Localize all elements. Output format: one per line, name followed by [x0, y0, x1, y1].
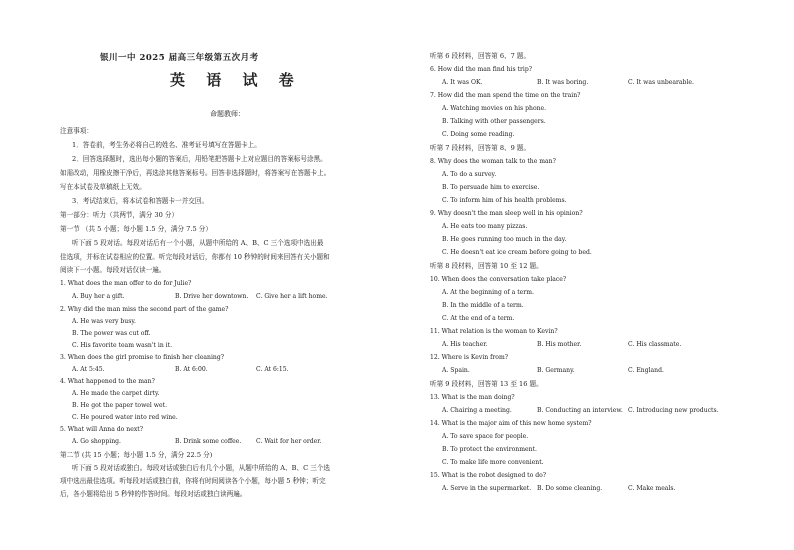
section-one-instruction-cont: 佳选项，并标在试卷相应的位置。听完每段对话后，你都有 10 秒钟的时间来回答有关小题和: [60, 253, 330, 261]
option-2c: C. His favorite team wasn't in it.: [72, 342, 173, 349]
option-1c: C. Give her a lift home.: [256, 293, 328, 300]
question-10: 10. When does the conversation take place?: [430, 276, 567, 283]
question-3: 3. When does the girl promise to finish her cleaning?: [60, 354, 225, 361]
section-one-title: 第一节 （共 5 小题；每小题 1.5 分，满分 7.5 分）: [60, 225, 212, 233]
option-13c: C. Introducing new products.: [628, 407, 719, 414]
question-9: 9. Why doesn't the man sleep well in his opinion?: [430, 210, 583, 217]
question-13: 13. What is the man doing?: [430, 394, 515, 401]
option-13b: B. Conducting an interview.: [537, 407, 623, 414]
note-3: 3．考试结束后，将本试卷和答题卡一并交回。: [72, 197, 209, 205]
option-11b: B. His mother.: [537, 341, 582, 348]
option-10b: B. In the middle of a term.: [442, 302, 524, 309]
option-1b: B. Drive her downtown.: [175, 293, 249, 300]
section-two-instruction: 听下面 5 段对话或独白。每段对话或独白后有几个小题，从题中所给的 A、B、C 三个选: [72, 464, 331, 472]
question-12: 12. Where is Kevin from?: [430, 354, 509, 361]
option-12b: B. Germany.: [537, 367, 575, 374]
material-7-heading: 听第 7 段材料，回答第 8、9 题。: [430, 144, 531, 152]
option-7b: B. Talking with other passengers.: [442, 118, 546, 125]
question-1: 1. What does the man offer to do for Julie?: [60, 280, 192, 287]
option-15a: A. Serve in the supermarket.: [442, 485, 532, 492]
question-6: 6. How did the man find his trip?: [430, 66, 533, 73]
option-15c: C. Make meals.: [628, 485, 676, 492]
question-7: 7. How did the man spend the time on the train?: [430, 92, 581, 99]
question-5: 5. What will Anna do next?: [60, 426, 143, 433]
option-4c: C. He poured water into red wine.: [72, 414, 178, 421]
option-13a: A. Chairing a meeting.: [442, 407, 512, 414]
option-2a: A. He was very busy.: [72, 318, 136, 325]
question-14: 14. What is the major aim of this new home system?: [430, 420, 592, 427]
option-14a: A. To save space for people.: [442, 433, 529, 440]
subject-title: 英 语 试 卷: [170, 71, 302, 89]
option-12c: C. England.: [628, 367, 664, 374]
option-5a: A. Go shopping.: [72, 438, 121, 445]
option-3a: A. At 5:45.: [72, 366, 105, 373]
option-12a: A. Spain.: [442, 367, 470, 374]
option-2b: B. The power was cut off.: [72, 330, 151, 337]
option-14c: C. To make life more convenient.: [442, 459, 544, 466]
section-one-instruction: 听下面 5 段对话。每段对话后有一个小题，从题中所给的 A、B、C 三个选项中选出最: [72, 239, 324, 247]
note-1: 1．答卷前，考生务必将自己的姓名、准考证号填写在答题卡上。: [72, 141, 261, 149]
material-6-heading: 听第 6 段材料，回答第 6、7 题。: [430, 52, 531, 60]
section-two-title: 第二节 (共 15 小题；每小题 1.5 分，满分 22.5 分): [60, 451, 213, 459]
option-3c: C. At 6:15.: [256, 366, 289, 373]
option-5c: C. Wait for her order.: [256, 438, 322, 445]
notes-title: 注意事项：: [60, 127, 93, 135]
option-7c: C. Doing some reading.: [442, 131, 515, 138]
question-8: 8. Why does the woman talk to the man?: [430, 158, 556, 165]
material-8-heading: 听第 8 段材料，回答第 10 至 12 题。: [430, 262, 543, 270]
option-4a: A. He made the carpet dirty.: [72, 390, 160, 397]
note-2-end: 写在本试卷及草稿纸上无效。: [60, 183, 146, 191]
note-2: 2．回答选择题时，选出每小题的答案后，用铅笔把答题卡上对应题目的答案标号涂黑。: [72, 155, 327, 163]
option-4b: B. He got the paper towel wet.: [72, 402, 168, 409]
part-one-title: 第一部分：听力（共两节，满分 30 分）: [60, 211, 179, 219]
teacher-line: 命题教师：: [210, 110, 245, 118]
section-two-instruction-cont: 项中选出最佳选项。听每段对话或独白前，你将有时间阅读各个小题，每小题 5 秒钟；听完: [60, 477, 326, 485]
option-6b: B. It was boring.: [537, 79, 589, 86]
option-9b: B. He goes running too much in the day.: [442, 236, 567, 243]
question-2: 2. Why did the man miss the second part of the game?: [60, 306, 229, 313]
option-10c: C. At the end of a term.: [442, 315, 515, 322]
section-one-instruction-end: 阅读下一小题。每段对话仅读一遍。: [60, 266, 166, 274]
option-10a: A. At the beginning of a term.: [442, 289, 534, 296]
option-9a: A. He eats too many pizzas.: [442, 223, 528, 230]
option-8c: C. To inform him of his health problems.: [442, 197, 567, 204]
option-11c: C. His classmate.: [628, 341, 682, 348]
option-3b: B. At 6:00.: [175, 366, 208, 373]
section-two-instruction-end: 后，各小题将给出 5 秒钟的作答时间。每段对话或独白读两遍。: [60, 490, 247, 498]
option-6c: C. It was unbearable.: [628, 79, 694, 86]
option-15b: B. Do some cleaning.: [537, 485, 603, 492]
question-4: 4. What happened to the man?: [60, 378, 155, 385]
option-1a: A. Buy her a gift.: [72, 293, 125, 300]
option-8a: A. To do a survey.: [442, 171, 497, 178]
school-title: 银川一中 2025 届高三年级第五次月考: [100, 53, 259, 63]
option-14b: B. To protect the environment.: [442, 446, 537, 453]
option-8b: B. To persuade him to exercise.: [442, 184, 540, 191]
option-7a: A. Watching movies on his phone.: [442, 105, 547, 112]
option-6a: A. It was OK.: [442, 79, 483, 86]
option-11a: A. His teacher.: [442, 341, 488, 348]
question-11: 11. What relation is the woman to Kevin?: [430, 328, 558, 335]
material-9-heading: 听第 9 段材料，回答第 13 至 16 题。: [430, 380, 543, 388]
option-5b: B. Drink some coffee.: [175, 438, 242, 445]
note-2-cont: 如需改动，用橡皮擦干净后，再选涂其他答案标号。回答非选择题时，将答案写在答题卡上。: [60, 169, 331, 177]
question-15: 15. What is the robot designed to do?: [430, 472, 547, 479]
option-9c: C. He doesn't eat ice cream before going to bed.: [442, 249, 592, 256]
